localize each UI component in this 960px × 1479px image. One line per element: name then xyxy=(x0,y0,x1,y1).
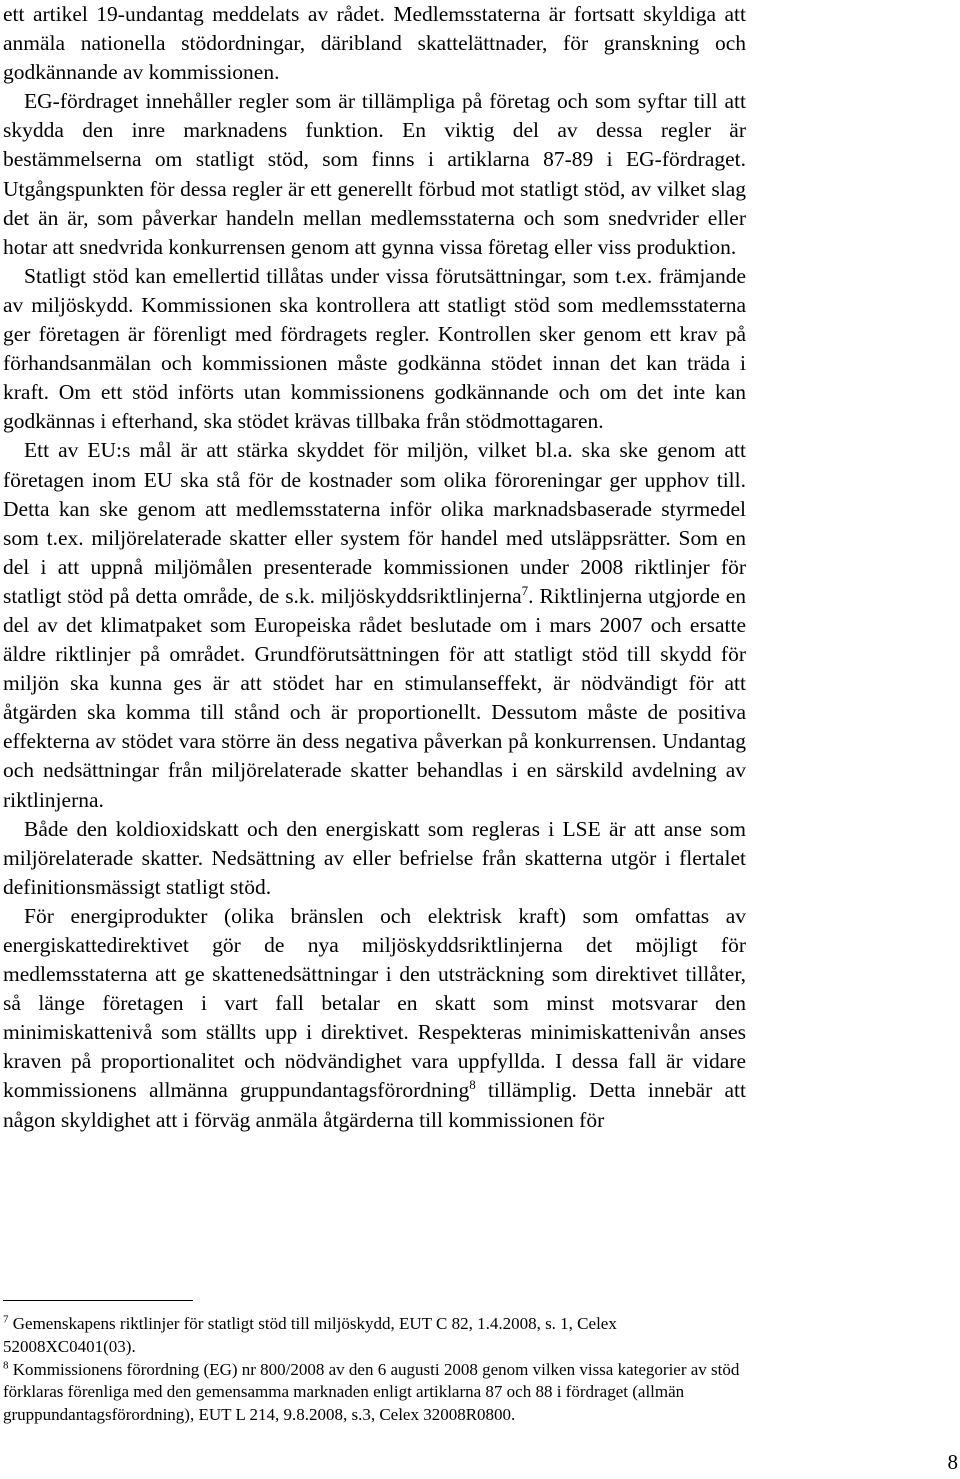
footnote-text: Kommissionens förordning (EG) nr 800/2008 av den 6 augusti 2008 genom vilken vissa kategorier av stöd förklaras förenliga med den gemensamma marknaden enligt artiklarna 87 och 88 i fördraget (allmän gruppundantagsförordning), EUT L 214, 9.8.2008, s.3, Celex 32008R0800. xyxy=(3,1359,740,1425)
paragraph: Statligt stöd kan emellertid tillåtas under vissa förutsättningar, som t.ex. främjande av miljöskydd. Kommissionen ska kontrollera att statligt stöd som medlemsstaterna ger företagen är förenligt med fördragets regler. Kontrollen sker genom ett krav på förhandsanmälan och kommissionen måste godkänna stödet innan det kan träda i kraft. Om ett stöd införts utan kommissionens godkännande och om det inte kan godkännas i efterhand, ska stödet krävas tillbaka från stödmottagaren. xyxy=(3,263,746,434)
main-text xyxy=(3,0,746,1135)
paragraph: ett artikel 19-undantag meddelats av rådet. Medlemsstaterna är fortsatt skyldiga att anmäla nationella stödordningar, däribland skattelättnader, för granskning och godkännande av kommissionen. xyxy=(3,2,746,85)
page-number: 8 xyxy=(947,1450,958,1474)
paragraph: EG-fördraget innehåller regler som är tillämpliga på företag och som syftar till att skydda den inre marknadens funktion. En viktig del av dessa regler är bestämmelserna om statligt stöd, som finns i artiklarna 87-89 i EG-fördraget. Utgångspunkten för dessa regler är ett generellt förbud mot statligt stöd, av vilket slag det än är, som påverkar handeln mellan medlemsstaterna och som snedvrider eller hotar att snedvrida konkurrensen genom att gynna vissa företag eller viss produktion. xyxy=(3,89,746,259)
paragraph: För energiprodukter (olika bränslen och elektrisk kraft) som omfattas av energiskattedirektivet gör de nya miljöskyddsriktlinjerna det möjligt för medlemsstaterna att ge skattenedsättningar i den utsträckning som direktivet tillåter, så länge företagen i vart fall betalar en skatt som minst motsvarar den minimiskattenivå som ställts upp i direktivet. Respekteras minimiskattenivån anses kraven på proportionalitet och nödvändighet vara uppfyllda. I dessa fall är vidare kommissionens allmänna gruppundantagsförordning$^8$ tillämplig. Detta innebär att någon skyldighet att i förväg anmäla åtgärderna till kommissionen för xyxy=(3,903,746,1132)
footnote-marker: 8 xyxy=(3,1358,9,1371)
footnotes xyxy=(3,1313,743,1427)
footnote-8 xyxy=(3,1359,743,1427)
paragraph: Både den koldioxidskatt och den energiskatt som regleras i LSE är att anse som miljörelaterade skatter. Nedsättning av eller befrielse från skatterna utgör i flertalet definitionsmässigt statligt stöd. xyxy=(3,816,746,899)
footnote-text: Gemenskapens riktlinjer för statligt stöd till miljöskydd, EUT C 82, 1.4.2008, s. 1, Celex 52008XC0401(03). xyxy=(3,1314,617,1356)
footnote-7 xyxy=(3,1313,743,1359)
footnote-reference-8: 8 xyxy=(469,1077,476,1093)
footnote-reference-7: 7 xyxy=(521,582,529,598)
footnote-separator xyxy=(3,1300,193,1301)
paragraph: Ett av EU:s mål är att stärka skyddet för miljön, vilket bl.a. ska ske genom att företagen inom EU ska stå för de kostnader som olika föroreningar ger upphov till. Detta kan ske genom att medlemsstaterna inför olika marknadsbaserade styrmedel som t.ex. miljörelaterade skatter eller system för handel med utsläppsrätter. Som en del i att uppnå miljömålen presenterade kommissionen under 2008 riktlinjer för statligt stöd på detta område, de s.k. miljöskyddsriktlinjerna$^7$. Riktlinjerna utgjorde en del av det klimatpaket som Europeiska rådet beslutade om i mars 2007 och ersatte äldre riktlinjer på området. Grundförutsättningen för att statligt stöd till skydd för miljön ska kunna ges är att stödet har en stimulanseffekt, är nödvändigt för att åtgärden ska komma till stånd och är proportionellt. Dessutom måste de positiva effekterna av stödet vara större än dess negativa påverkan på konkurrensen. Undantag och nedsättningar från miljörelaterade skatter behandlas i en särskild avdelning av riktlinjerna. xyxy=(3,438,746,812)
footnote-marker: 7 xyxy=(3,1313,9,1326)
